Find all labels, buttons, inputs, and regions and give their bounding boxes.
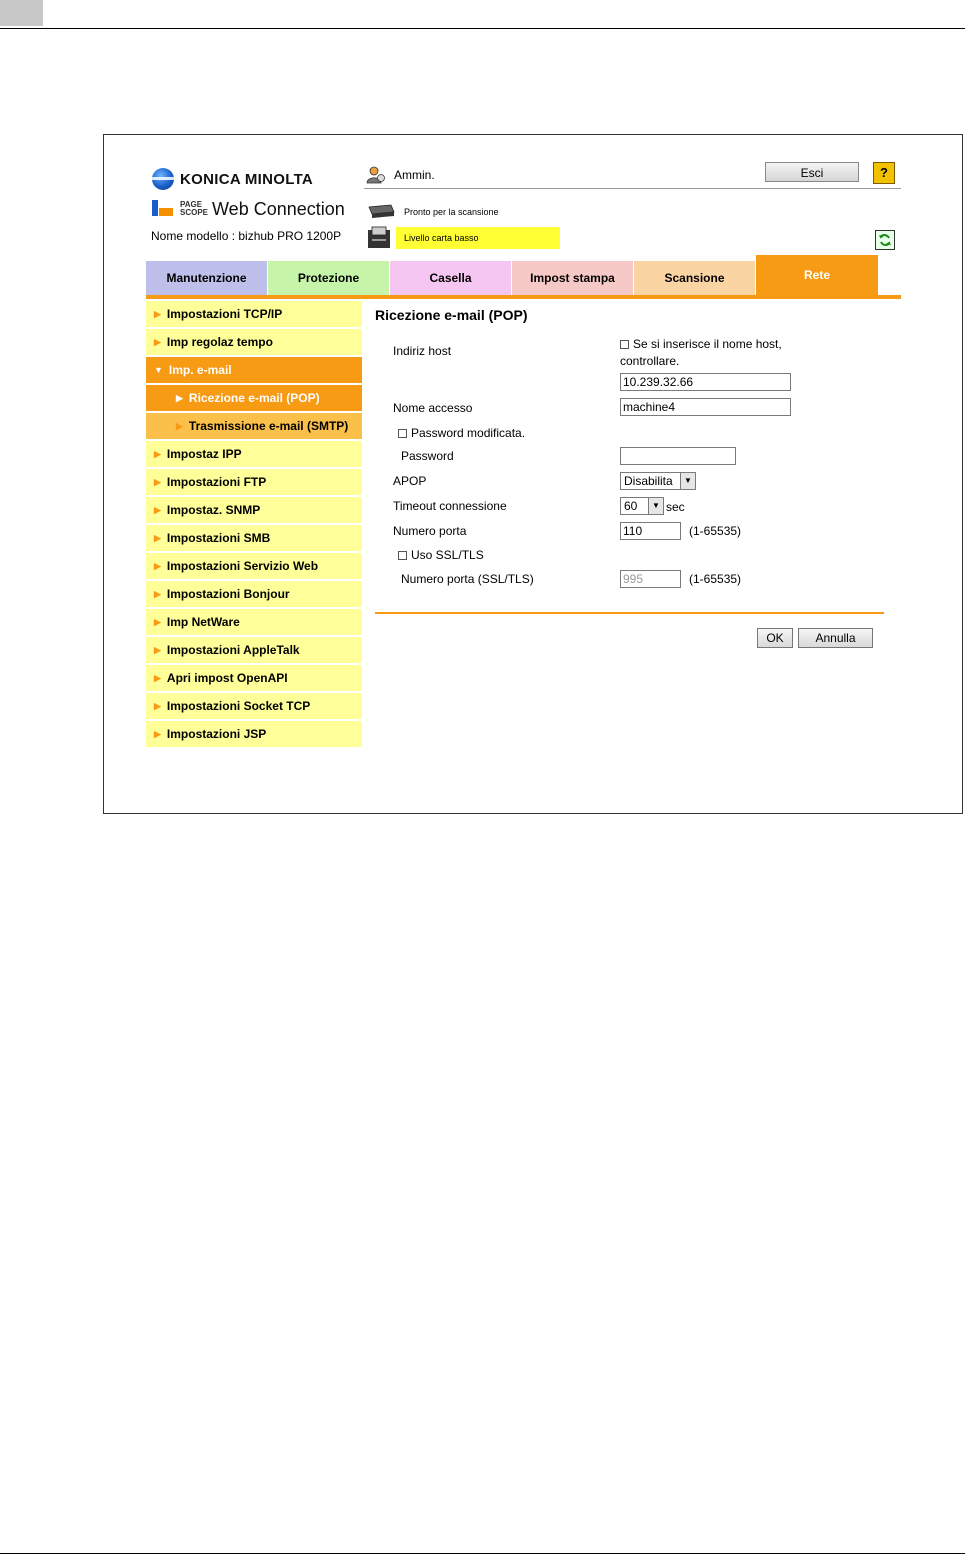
cancel-button[interactable]: Annulla <box>798 628 873 648</box>
ssl-checkbox[interactable] <box>398 551 407 560</box>
arrow-right-icon: ▶ <box>154 448 161 459</box>
form-divider <box>375 612 884 614</box>
login-label: Nome accesso <box>393 401 473 415</box>
admin-user-icon <box>366 165 386 185</box>
help-button[interactable]: ? <box>873 162 895 184</box>
apop-selected-value: Disabilita <box>624 474 673 488</box>
sidebar-item-openapi[interactable]: ▶ Apri impost OpenAPI <box>146 665 362 691</box>
apop-label: APOP <box>393 474 427 488</box>
sidebar-item-smb[interactable]: ▶ Impostazioni SMB <box>146 525 362 551</box>
arrow-right-icon: ▶ <box>176 420 183 431</box>
sidebar-item-ftp[interactable]: ▶ Impostazioni FTP <box>146 469 362 495</box>
sidebar-item-smtp[interactable]: ▶ Trasmissione e-mail (SMTP) <box>146 413 362 439</box>
sidebar-item-tcpip[interactable]: ▶ Impostazioni TCP/IP <box>146 301 362 327</box>
sidebar-item-webservice[interactable]: ▶ Impostazioni Servizio Web <box>146 553 362 579</box>
page-title: Ricezione e-mail (POP) <box>375 307 528 323</box>
arrow-right-icon: ▶ <box>154 476 161 487</box>
sidebar-item-time[interactable]: ▶ Imp regolaz tempo <box>146 329 362 355</box>
apop-select[interactable] <box>620 472 696 490</box>
arrow-right-icon: ▶ <box>154 728 161 739</box>
scanner-icon <box>366 203 396 219</box>
sidebar-item-netware[interactable]: ▶ Imp NetWare <box>146 609 362 635</box>
logout-button[interactable]: Esci <box>765 162 859 182</box>
arrow-right-icon: ▶ <box>154 644 161 655</box>
ssl-port-label: Numero porta (SSL/TLS) <box>401 572 534 586</box>
host-label: Indiriz host <box>393 344 452 358</box>
page-corner-tab <box>0 0 43 26</box>
port-input[interactable]: 110 <box>620 522 681 540</box>
timeout-unit: sec <box>666 500 685 514</box>
arrow-down-icon: ▼ <box>154 365 163 375</box>
arrow-right-icon: ▶ <box>154 336 161 347</box>
timeout-select[interactable] <box>620 497 664 515</box>
pagescope-icon <box>150 198 176 220</box>
web-connection-window <box>103 134 963 814</box>
ssl-group <box>398 548 484 562</box>
host-check-text-1: Se si inserisce il nome host, <box>633 337 782 351</box>
tab-manutenzione[interactable]: Manutenzione <box>146 261 268 295</box>
admin-label: Ammin. <box>394 168 435 182</box>
sidebar <box>146 301 362 749</box>
password-label: Password <box>401 449 454 463</box>
tab-casella[interactable]: Casella <box>390 261 512 295</box>
sidebar-item-bonjour[interactable]: ▶ Impostazioni Bonjour <box>146 581 362 607</box>
password-changed-label: Password modificata. <box>411 426 526 440</box>
product-name: Web Connection <box>212 198 345 219</box>
refresh-icon <box>878 233 892 247</box>
password-input[interactable] <box>620 447 736 465</box>
arrow-right-icon: ▶ <box>154 672 161 683</box>
sidebar-item-snmp[interactable]: ▶ Impostaz. SNMP <box>146 497 362 523</box>
chevron-down-icon: ▼ <box>680 473 695 489</box>
pagescope-small-text: PAGE SCOPE <box>180 200 209 217</box>
ssl-port-input[interactable]: 995 <box>620 570 681 588</box>
sidebar-item-email[interactable]: ▼ Imp. e-mail <box>146 357 362 383</box>
brand-text: KONICA MINOLTA <box>180 170 314 188</box>
konica-globe-icon <box>152 168 174 190</box>
konica-minolta-logo <box>152 168 313 190</box>
arrow-right-icon: ▶ <box>176 392 183 403</box>
host-checkbox[interactable] <box>620 340 629 349</box>
chevron-down-icon: ▼ <box>648 498 663 514</box>
password-changed-checkbox[interactable] <box>398 429 407 438</box>
timeout-label: Timeout connessione <box>393 499 507 513</box>
tab-impost-stampa[interactable]: Impost stampa <box>512 261 634 295</box>
host-check-text-2: controllare. <box>620 354 680 368</box>
arrow-right-icon: ▶ <box>154 532 161 543</box>
sidebar-item-sockettcp[interactable]: ▶ Impostazioni Socket TCP <box>146 693 362 719</box>
arrow-right-icon: ▶ <box>154 560 161 571</box>
pagescope-logo <box>150 198 345 220</box>
tab-protezione[interactable]: Protezione <box>268 261 390 295</box>
tab-scansione[interactable]: Scansione <box>634 261 756 295</box>
header-divider <box>364 188 901 189</box>
timeout-selected-value: 60 <box>624 499 638 513</box>
arrow-right-icon: ▶ <box>154 308 161 319</box>
model-name: Nome modello : bizhub PRO 1200P <box>151 229 342 243</box>
main-tabs <box>146 261 878 295</box>
refresh-button[interactable] <box>875 230 895 250</box>
tab-underline <box>146 295 901 299</box>
login-name-input[interactable]: machine4 <box>620 398 791 416</box>
port-label: Numero porta <box>393 524 467 538</box>
ssl-label: Uso SSL/TLS <box>411 548 484 562</box>
host-check-group <box>620 336 820 370</box>
arrow-right-icon: ▶ <box>154 504 161 515</box>
arrow-right-icon: ▶ <box>154 700 161 711</box>
sidebar-item-jsp[interactable]: ▶ Impostazioni JSP <box>146 721 362 747</box>
scan-status-text: Pronto per la scansione <box>404 207 499 217</box>
page-bottom-rule <box>0 1553 965 1554</box>
sidebar-item-ipp[interactable]: ▶ Impostaz IPP <box>146 441 362 467</box>
printer-paper-icon <box>366 226 394 250</box>
sidebar-item-appletalk[interactable]: ▶ Impostazioni AppleTalk <box>146 637 362 663</box>
ssl-port-range: (1-65535) <box>689 572 742 586</box>
port-range: (1-65535) <box>689 524 742 538</box>
password-changed-group <box>398 426 525 440</box>
paper-status-text: Livello carta basso <box>404 233 479 243</box>
tab-rete[interactable]: Rete <box>756 255 878 295</box>
page-top-rule <box>0 28 965 29</box>
arrow-right-icon: ▶ <box>154 588 161 599</box>
host-address-input[interactable]: 10.239.32.66 <box>620 373 791 391</box>
sidebar-item-pop[interactable]: ▶ Ricezione e-mail (POP) <box>146 385 362 411</box>
ok-button[interactable]: OK <box>757 628 793 648</box>
arrow-right-icon: ▶ <box>154 616 161 627</box>
